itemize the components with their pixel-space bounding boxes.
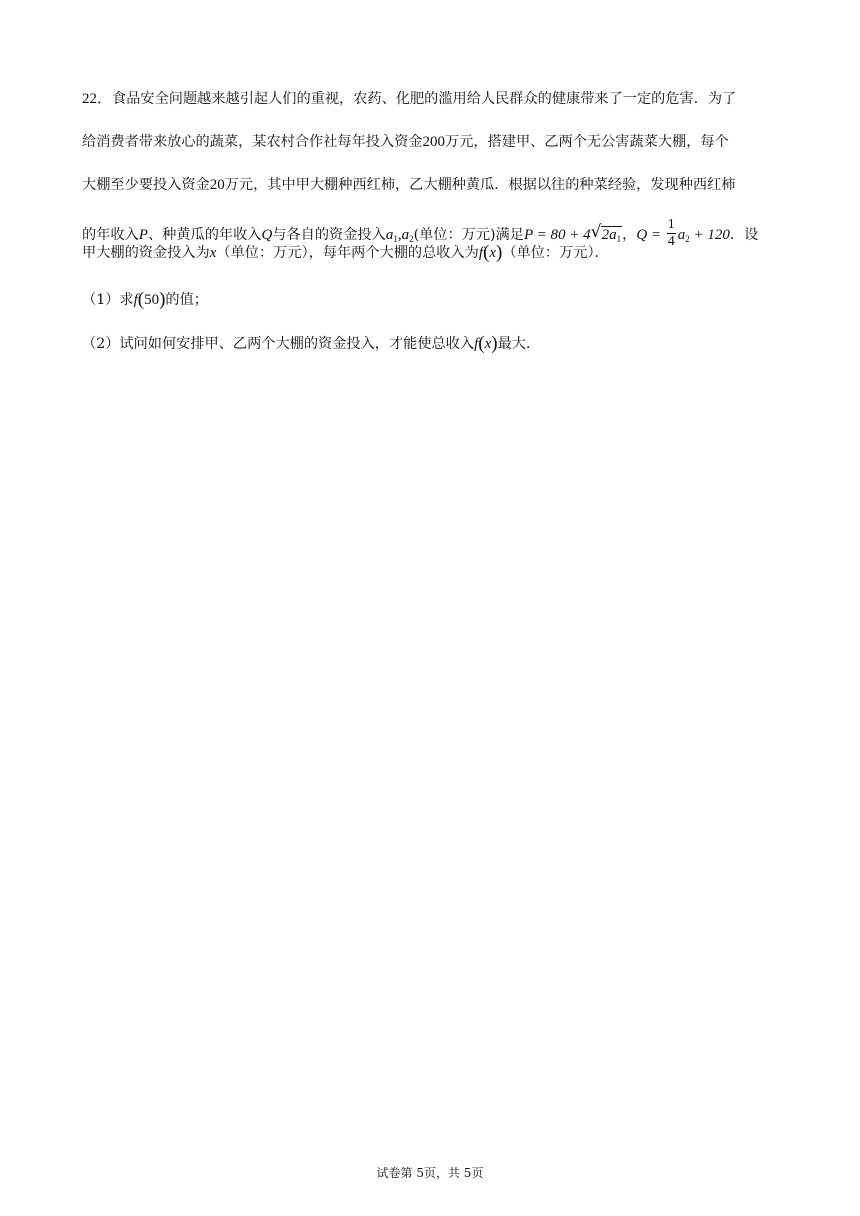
problem-line-1 xyxy=(82,89,782,109)
var-letter: a xyxy=(385,226,394,243)
var-letter: a xyxy=(401,226,410,243)
paren: ) xyxy=(496,242,503,263)
paren: ( xyxy=(137,289,145,310)
radicand xyxy=(601,226,623,243)
var-letter: a xyxy=(677,226,686,243)
fund-minimum: 20 xyxy=(209,177,225,193)
variable-x: x xyxy=(209,245,217,261)
var-letter: f xyxy=(133,292,138,308)
paren: ) xyxy=(491,333,498,354)
problem-text: 食品安全问题越来越引起人们的重视，农药、化肥的滥用给人民群众的健康带来了一定的危害．为了 xyxy=(112,91,737,107)
question-1 xyxy=(82,289,782,310)
formula-p xyxy=(523,221,622,244)
formula-q xyxy=(636,217,730,249)
variable-q: Q xyxy=(261,226,273,243)
paren: ( xyxy=(478,333,485,354)
subscript: 1 xyxy=(393,233,398,244)
variable-a1 xyxy=(386,227,398,243)
text-segment: 的值； xyxy=(165,292,208,308)
function-f50 xyxy=(133,289,166,310)
problem-line-2 xyxy=(82,132,782,152)
var-letter: x xyxy=(484,336,492,352)
text-segment: 与各自的资金投入 xyxy=(272,226,386,243)
subscript: 2 xyxy=(685,233,690,244)
formula-part: = xyxy=(647,226,665,243)
formula-part: 2 xyxy=(601,226,610,243)
function-fx xyxy=(474,333,498,354)
problem-line-5 xyxy=(82,242,782,263)
text-segment: 、种黄瓜的年收入 xyxy=(147,226,262,243)
text-segment: 甲大棚的资金投入为 xyxy=(82,245,210,261)
var-letter: a xyxy=(609,226,617,243)
subscript: 2 xyxy=(409,233,414,244)
text-segment: (单位：万元)满足 xyxy=(413,226,524,243)
variable-p: P xyxy=(138,226,148,243)
var-letter: P xyxy=(523,226,533,243)
var-letter: f xyxy=(478,245,484,261)
radical-sign-icon: √ xyxy=(590,221,602,242)
var-letter: x xyxy=(489,245,497,261)
text-segment: （2）试问如何安排甲、乙两个大棚的资金投入，才能使总收入 xyxy=(82,336,475,352)
text-segment: 最大． xyxy=(497,336,541,352)
text-segment: 给消费者带来放心的蔬菜，某农村合作社每年投入资金 xyxy=(82,134,423,150)
var-letter: f xyxy=(474,336,479,352)
formula-part: = 80 + 4 xyxy=(532,226,591,243)
paren: ) xyxy=(159,289,166,310)
comma: , xyxy=(397,226,402,243)
problem-number: 22． xyxy=(82,91,113,107)
text-segment: 大棚至少要投入资金 xyxy=(82,177,210,193)
variable-a2 xyxy=(402,227,414,243)
problem-line-3 xyxy=(82,175,782,195)
text-segment: （单位：万元），每年两个大棚的总收入为 xyxy=(216,245,479,261)
text-segment: 的年收入 xyxy=(82,226,139,243)
text-segment: ．设 xyxy=(729,226,759,243)
fraction-denominator: 4 xyxy=(667,234,675,249)
fund-total: 200 xyxy=(422,134,446,150)
text-segment: 万元，搭建甲、乙两个无公害蔬菜大棚，每个 xyxy=(445,134,729,150)
subscript: 1 xyxy=(616,233,622,244)
text-segment: （1）求 xyxy=(82,292,134,308)
text-segment: 万元，其中甲大棚种西红柿，乙大棚种黄瓜．根据以往的种菜经验，发现种西红柿 xyxy=(224,177,736,193)
var-letter: Q xyxy=(636,226,648,243)
function-fx xyxy=(478,242,503,263)
separator: ， xyxy=(622,226,637,243)
formula-part: + 120 xyxy=(689,226,730,243)
text-segment: （单位：万元）． xyxy=(502,245,609,261)
question-2 xyxy=(82,333,782,354)
paren: ( xyxy=(483,242,490,263)
function-argument: 50 xyxy=(144,292,160,308)
page-footer: 试卷第 5页，共 5页 xyxy=(376,1166,484,1180)
fraction-numerator: 1 xyxy=(667,217,675,232)
